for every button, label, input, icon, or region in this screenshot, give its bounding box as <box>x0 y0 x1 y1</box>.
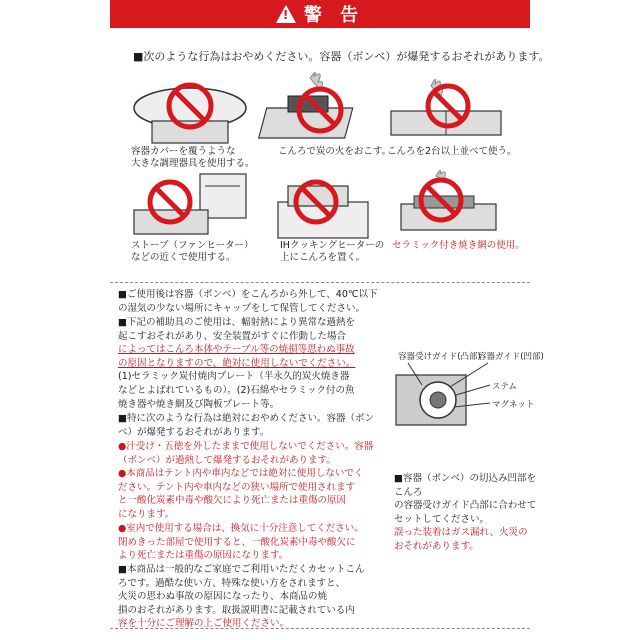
item-tent-car: ●本商品はテント内や車内などでは絶対に使用しないでく ださい。テント内や車内などの狭い場所で使用されます と一酸化炭素中毒や酸欠により死亡または重傷の原因 になります。 <box>118 468 364 520</box>
intro-text: ■次のような行為はおやめください。容器（ボンベ）が爆発するおそれがあります。 <box>133 50 550 63</box>
panel-caption-5: IHクッキングヒーターの 上にこんろを置く。 <box>280 240 385 263</box>
item-household-use: ■本商品は一般的なご家庭でご利用いただくカセットこん ろです。過酷な使い方、特殊な使い方をされますと、 火災の思わぬ事故の原因になったり、本商品の焼 損のおそれがあります。取扱説明書に記載されている内 容を十分にご理解の上ご使用ください。 <box>118 564 365 630</box>
bottom-divider <box>110 628 530 629</box>
divider <box>110 282 530 283</box>
panel-caption-1: 容器カバーを覆うような 大きな調理器具を使用する。 <box>131 146 255 169</box>
label-magnet: マグネット <box>492 400 535 410</box>
panel-caption-4: ストーブ（ファンヒーター） などの近くで使用する。 <box>131 240 254 263</box>
cartridge-connector-diagram <box>388 345 528 440</box>
banner-title: 警 告 <box>303 5 365 26</box>
item-storage: ■ご使用後は容器（ボンベ）をこんろから外して、40℃以下 の湿気の少ない場所にキャップをして保管してください。 <box>118 289 378 314</box>
warning-triangle-icon: ! <box>276 5 296 23</box>
panel-caption-3: こんろを2台以上並べて使う。 <box>387 146 517 157</box>
item-prohibited: ■特に次のような行為は絶対におやめください。容器（ボン ベ）が爆発するおそれがあります。 <box>118 413 374 438</box>
panel-caption-2: こんろで炭の火をおこす。 <box>278 146 392 157</box>
label-guide: 容器ガイド(凹部) <box>478 352 544 362</box>
label-notch: 容器受けガイド(凸部) <box>398 352 481 362</box>
charcoal-fire-icon <box>258 66 378 158</box>
two-stoves-icon <box>386 66 506 158</box>
installation-note: ■容器（ボンベ）の切込み凹部をこんろ の容器受けガイド凸部に合わせて セットしてください。 誤った装着はガス漏れ、火災の おそれがあります。 <box>394 473 537 552</box>
label-stem: ステム <box>492 382 517 392</box>
item-accessories: ■下記の補助具のご使用は、輻射熱により異常な過熱を 起こすおそれがあり、安全装置がすぐに作動した場合 によってはこんろ本体やテーブル等の焼損等思わぬ事故 の原因となりますので、絶対に使用しないでください。 (1)セラミック炭付焼肉プレート（半永久的炭火焼き器 などとよばれているもの）。(2)石綿やセラミック付の魚 焼き器や焼き網及び陶板プレート等。 <box>118 317 356 410</box>
oversized-pan-icon <box>130 66 250 158</box>
item-ventilation: ●室内で使用する場合は、換気に十分注意してください。 閉めきった部屋で使用すると、一酸化炭素中毒や酸欠に より死亡または重傷の原因になります。 <box>118 523 364 562</box>
panel-caption-6: セラミック付き焼き網の使用。 <box>392 240 525 251</box>
warning-banner <box>110 0 530 28</box>
item-drip-tray: ●汁受け・五徳を外したままで使用しないでください。容器 （ボンベ）が過熱して爆発するおそれがあります。 <box>118 441 374 466</box>
